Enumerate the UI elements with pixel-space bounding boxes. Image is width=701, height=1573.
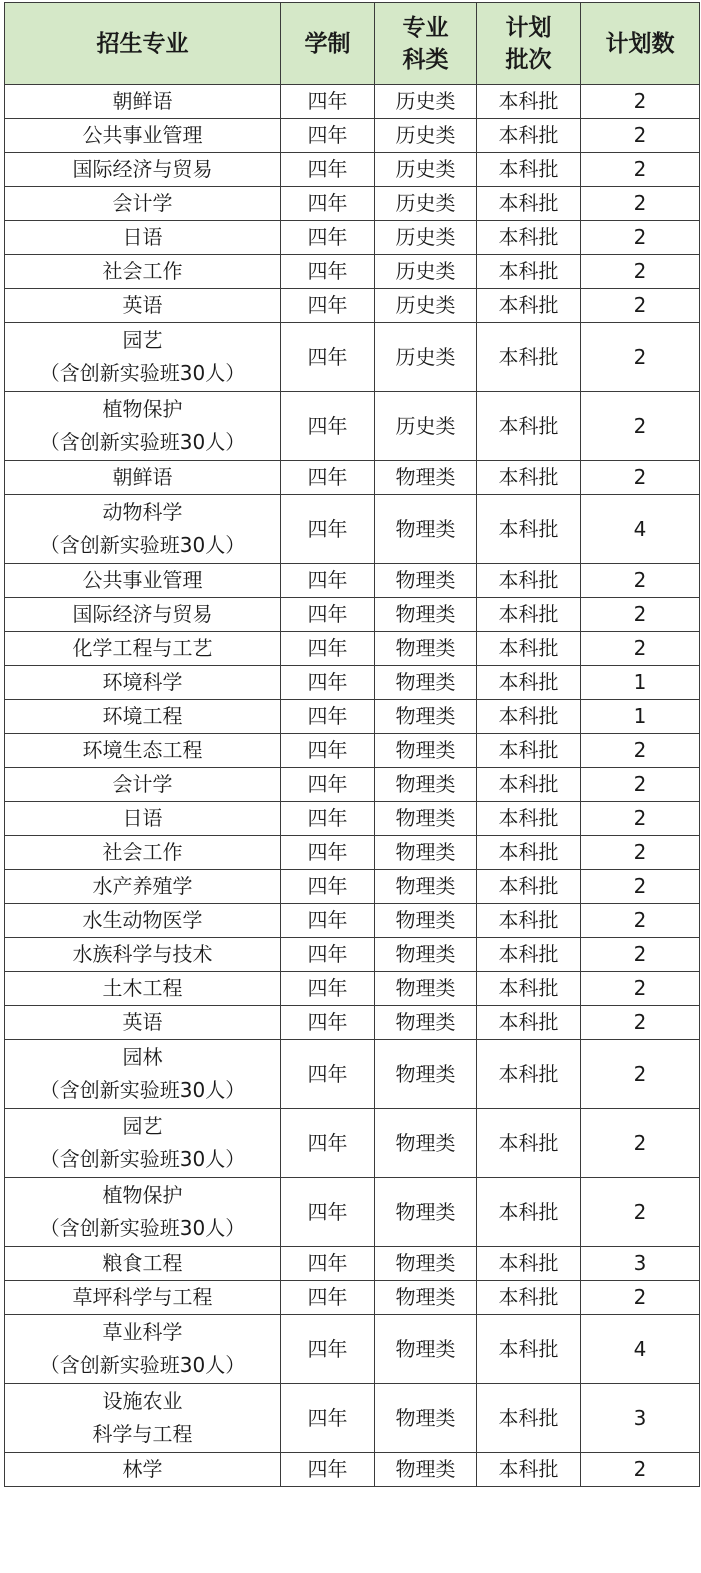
major-cell — [5, 1040, 281, 1109]
major-cell — [5, 255, 281, 289]
table-row — [5, 461, 700, 495]
duration-cell: 四年 — [281, 598, 375, 632]
batch-cell: 本科批 — [477, 85, 581, 119]
batch-cell: 本科批 — [477, 187, 581, 221]
table-row — [5, 1040, 700, 1109]
category-cell: 物理类 — [375, 836, 477, 870]
major-cell — [5, 187, 281, 221]
duration-cell: 四年 — [281, 1453, 375, 1487]
major-text: 朝鲜语 — [112, 89, 173, 113]
duration-cell: 四年 — [281, 802, 375, 836]
table-row — [5, 119, 700, 153]
major-text: （含创新实验班30人） — [39, 361, 246, 385]
category-cell: 物理类 — [375, 598, 477, 632]
table-row — [5, 1453, 700, 1487]
batch-cell: 本科批 — [477, 666, 581, 700]
header-batch — [477, 3, 581, 85]
duration-cell: 四年 — [281, 461, 375, 495]
batch-cell: 本科批 — [477, 323, 581, 392]
major-cell — [5, 564, 281, 598]
table-row — [5, 1315, 700, 1384]
major-cell — [5, 323, 281, 392]
major-text: 环境科学 — [102, 670, 183, 694]
header-count — [581, 3, 700, 85]
major-text: 设施农业 — [102, 1389, 183, 1413]
table-header-row — [5, 3, 700, 85]
table-row — [5, 632, 700, 666]
table-row — [5, 85, 700, 119]
count-cell: 2 — [581, 836, 700, 870]
count-cell: 4 — [581, 1315, 700, 1384]
major-text: （含创新实验班30人） — [39, 1147, 246, 1171]
table-row — [5, 870, 700, 904]
count-cell: 1 — [581, 666, 700, 700]
header-text: 批次 — [505, 46, 552, 73]
count-cell: 2 — [581, 938, 700, 972]
category-cell: 物理类 — [375, 1281, 477, 1315]
major-cell — [5, 666, 281, 700]
header-text: 学制 — [304, 30, 351, 57]
major-cell — [5, 495, 281, 564]
major-text: 园艺 — [122, 328, 163, 352]
count-cell: 2 — [581, 1109, 700, 1178]
table-row — [5, 187, 700, 221]
category-cell: 物理类 — [375, 870, 477, 904]
major-text: 水族科学与技术 — [72, 942, 213, 966]
batch-cell: 本科批 — [477, 632, 581, 666]
table-row — [5, 768, 700, 802]
count-cell: 2 — [581, 392, 700, 461]
major-text: 科学与工程 — [92, 1422, 193, 1446]
category-cell: 物理类 — [375, 564, 477, 598]
major-cell — [5, 153, 281, 187]
category-cell: 物理类 — [375, 1453, 477, 1487]
count-cell: 3 — [581, 1384, 700, 1453]
duration-cell: 四年 — [281, 700, 375, 734]
table-row — [5, 700, 700, 734]
major-text: 草业科学 — [102, 1320, 183, 1344]
count-cell: 2 — [581, 119, 700, 153]
count-cell: 1 — [581, 700, 700, 734]
major-text: 公共事业管理 — [82, 568, 203, 592]
major-text: 水产养殖学 — [92, 874, 193, 898]
duration-cell: 四年 — [281, 85, 375, 119]
major-cell — [5, 632, 281, 666]
major-text: 粮食工程 — [102, 1251, 183, 1275]
major-cell — [5, 221, 281, 255]
duration-cell: 四年 — [281, 1006, 375, 1040]
major-text: 日语 — [122, 806, 163, 830]
major-text: 草坪科学与工程 — [72, 1285, 213, 1309]
batch-cell: 本科批 — [477, 1109, 581, 1178]
duration-cell: 四年 — [281, 1247, 375, 1281]
duration-cell: 四年 — [281, 392, 375, 461]
count-cell: 2 — [581, 1178, 700, 1247]
header-text: 计划数 — [605, 30, 675, 57]
duration-cell: 四年 — [281, 255, 375, 289]
category-cell: 物理类 — [375, 1040, 477, 1109]
batch-cell: 本科批 — [477, 461, 581, 495]
major-text: 国际经济与贸易 — [72, 157, 213, 181]
major-text: 土木工程 — [102, 976, 183, 1000]
duration-cell: 四年 — [281, 187, 375, 221]
header-category — [375, 3, 477, 85]
table-row — [5, 802, 700, 836]
count-cell: 2 — [581, 768, 700, 802]
major-text: 会计学 — [112, 772, 173, 796]
major-text: 化学工程与工艺 — [72, 636, 213, 660]
count-cell: 2 — [581, 904, 700, 938]
category-cell: 物理类 — [375, 1247, 477, 1281]
major-text: 社会工作 — [102, 259, 183, 283]
batch-cell: 本科批 — [477, 495, 581, 564]
batch-cell: 本科批 — [477, 598, 581, 632]
major-text: 水生动物医学 — [82, 908, 203, 932]
category-cell: 物理类 — [375, 802, 477, 836]
table-row — [5, 1109, 700, 1178]
category-cell: 历史类 — [375, 323, 477, 392]
duration-cell: 四年 — [281, 289, 375, 323]
duration-cell: 四年 — [281, 632, 375, 666]
duration-cell: 四年 — [281, 972, 375, 1006]
batch-cell: 本科批 — [477, 1040, 581, 1109]
duration-cell: 四年 — [281, 1315, 375, 1384]
batch-cell: 本科批 — [477, 836, 581, 870]
batch-cell: 本科批 — [477, 1453, 581, 1487]
category-cell: 物理类 — [375, 632, 477, 666]
header-text: 科类 — [402, 46, 449, 73]
batch-cell: 本科批 — [477, 938, 581, 972]
batch-cell: 本科批 — [477, 700, 581, 734]
duration-cell: 四年 — [281, 938, 375, 972]
category-cell: 物理类 — [375, 938, 477, 972]
category-cell: 历史类 — [375, 255, 477, 289]
duration-cell: 四年 — [281, 904, 375, 938]
duration-cell: 四年 — [281, 1281, 375, 1315]
count-cell: 2 — [581, 870, 700, 904]
major-cell — [5, 1315, 281, 1384]
table-row — [5, 904, 700, 938]
duration-cell: 四年 — [281, 564, 375, 598]
header-text: 计划 — [505, 14, 552, 41]
major-cell — [5, 734, 281, 768]
category-cell: 物理类 — [375, 768, 477, 802]
major-cell — [5, 1384, 281, 1453]
duration-cell: 四年 — [281, 323, 375, 392]
major-cell — [5, 700, 281, 734]
duration-cell: 四年 — [281, 1109, 375, 1178]
batch-cell: 本科批 — [477, 972, 581, 1006]
major-text: 日语 — [122, 225, 163, 249]
batch-cell: 本科批 — [477, 119, 581, 153]
category-cell: 物理类 — [375, 1006, 477, 1040]
enrollment-plan-table — [4, 2, 700, 1487]
major-text: （含创新实验班30人） — [39, 1078, 246, 1102]
batch-cell: 本科批 — [477, 1281, 581, 1315]
category-cell: 物理类 — [375, 495, 477, 564]
count-cell: 2 — [581, 323, 700, 392]
table-row — [5, 153, 700, 187]
batch-cell: 本科批 — [477, 904, 581, 938]
category-cell: 历史类 — [375, 187, 477, 221]
count-cell: 2 — [581, 972, 700, 1006]
major-text: 植物保护 — [102, 1183, 183, 1207]
table-row — [5, 323, 700, 392]
count-cell: 2 — [581, 289, 700, 323]
category-cell: 物理类 — [375, 1384, 477, 1453]
batch-cell: 本科批 — [477, 1006, 581, 1040]
major-text: 动物科学 — [102, 500, 183, 524]
count-cell: 4 — [581, 495, 700, 564]
duration-cell: 四年 — [281, 1040, 375, 1109]
batch-cell: 本科批 — [477, 221, 581, 255]
category-cell: 物理类 — [375, 700, 477, 734]
category-cell: 物理类 — [375, 461, 477, 495]
category-cell: 物理类 — [375, 1178, 477, 1247]
major-cell — [5, 1109, 281, 1178]
major-text: 英语 — [122, 293, 163, 317]
category-cell: 物理类 — [375, 1109, 477, 1178]
major-text: （含创新实验班30人） — [39, 1216, 246, 1240]
header-text: 专业 — [402, 14, 449, 41]
table-row — [5, 598, 700, 632]
major-text: 林学 — [122, 1457, 163, 1481]
batch-cell: 本科批 — [477, 734, 581, 768]
major-cell — [5, 870, 281, 904]
major-cell — [5, 392, 281, 461]
duration-cell: 四年 — [281, 153, 375, 187]
major-cell — [5, 461, 281, 495]
table-body — [5, 85, 700, 1487]
count-cell: 2 — [581, 598, 700, 632]
count-cell: 2 — [581, 461, 700, 495]
major-text: 园林 — [122, 1045, 163, 1069]
count-cell: 2 — [581, 1453, 700, 1487]
duration-cell: 四年 — [281, 666, 375, 700]
count-cell: 2 — [581, 1040, 700, 1109]
table-row — [5, 666, 700, 700]
count-cell: 2 — [581, 153, 700, 187]
table-row — [5, 1247, 700, 1281]
count-cell: 2 — [581, 564, 700, 598]
count-cell: 2 — [581, 734, 700, 768]
header-major — [5, 3, 281, 85]
major-cell — [5, 1006, 281, 1040]
major-text: 英语 — [122, 1010, 163, 1034]
count-cell: 2 — [581, 255, 700, 289]
count-cell: 2 — [581, 1006, 700, 1040]
major-text: （含创新实验班30人） — [39, 430, 246, 454]
major-cell — [5, 1281, 281, 1315]
category-cell: 历史类 — [375, 392, 477, 461]
major-cell — [5, 598, 281, 632]
table-row — [5, 221, 700, 255]
table-row — [5, 734, 700, 768]
major-text: 会计学 — [112, 191, 173, 215]
duration-cell: 四年 — [281, 1178, 375, 1247]
duration-cell: 四年 — [281, 734, 375, 768]
batch-cell: 本科批 — [477, 564, 581, 598]
category-cell: 物理类 — [375, 904, 477, 938]
major-cell — [5, 1247, 281, 1281]
category-cell: 历史类 — [375, 85, 477, 119]
batch-cell: 本科批 — [477, 1178, 581, 1247]
major-cell — [5, 836, 281, 870]
table-row — [5, 392, 700, 461]
category-cell: 物理类 — [375, 1315, 477, 1384]
major-text: 环境生态工程 — [82, 738, 203, 762]
table-row — [5, 1006, 700, 1040]
major-text: 公共事业管理 — [82, 123, 203, 147]
duration-cell: 四年 — [281, 221, 375, 255]
header-duration — [281, 3, 375, 85]
count-cell: 2 — [581, 802, 700, 836]
batch-cell: 本科批 — [477, 289, 581, 323]
major-cell — [5, 85, 281, 119]
major-cell — [5, 768, 281, 802]
count-cell: 2 — [581, 221, 700, 255]
major-text: （含创新实验班30人） — [39, 1353, 246, 1377]
count-cell: 3 — [581, 1247, 700, 1281]
count-cell: 2 — [581, 187, 700, 221]
category-cell: 历史类 — [375, 289, 477, 323]
category-cell: 历史类 — [375, 153, 477, 187]
header-text: 招生专业 — [96, 30, 189, 57]
batch-cell: 本科批 — [477, 255, 581, 289]
category-cell: 历史类 — [375, 119, 477, 153]
duration-cell: 四年 — [281, 1384, 375, 1453]
batch-cell: 本科批 — [477, 153, 581, 187]
major-cell — [5, 904, 281, 938]
major-cell — [5, 1178, 281, 1247]
table-row — [5, 938, 700, 972]
major-cell — [5, 1453, 281, 1487]
table-row — [5, 495, 700, 564]
table-row — [5, 564, 700, 598]
batch-cell: 本科批 — [477, 1315, 581, 1384]
table-row — [5, 972, 700, 1006]
batch-cell: 本科批 — [477, 768, 581, 802]
table-row — [5, 1281, 700, 1315]
batch-cell: 本科批 — [477, 802, 581, 836]
batch-cell: 本科批 — [477, 870, 581, 904]
category-cell: 历史类 — [375, 221, 477, 255]
batch-cell: 本科批 — [477, 1384, 581, 1453]
duration-cell: 四年 — [281, 870, 375, 904]
table-row — [5, 1384, 700, 1453]
duration-cell: 四年 — [281, 768, 375, 802]
category-cell: 物理类 — [375, 972, 477, 1006]
major-cell — [5, 972, 281, 1006]
category-cell: 物理类 — [375, 734, 477, 768]
table-row — [5, 836, 700, 870]
count-cell: 2 — [581, 85, 700, 119]
major-text: （含创新实验班30人） — [39, 533, 246, 557]
major-cell — [5, 119, 281, 153]
table-row — [5, 289, 700, 323]
major-cell — [5, 938, 281, 972]
major-cell — [5, 289, 281, 323]
major-text: 植物保护 — [102, 397, 183, 421]
major-text: 国际经济与贸易 — [72, 602, 213, 626]
duration-cell: 四年 — [281, 119, 375, 153]
batch-cell: 本科批 — [477, 1247, 581, 1281]
major-text: 园艺 — [122, 1114, 163, 1138]
category-cell: 物理类 — [375, 666, 477, 700]
major-text: 环境工程 — [102, 704, 183, 728]
duration-cell: 四年 — [281, 836, 375, 870]
batch-cell: 本科批 — [477, 392, 581, 461]
major-text: 朝鲜语 — [112, 465, 173, 489]
table-row — [5, 1178, 700, 1247]
count-cell: 2 — [581, 1281, 700, 1315]
major-text: 社会工作 — [102, 840, 183, 864]
table-row — [5, 255, 700, 289]
major-cell — [5, 802, 281, 836]
duration-cell: 四年 — [281, 495, 375, 564]
count-cell: 2 — [581, 632, 700, 666]
